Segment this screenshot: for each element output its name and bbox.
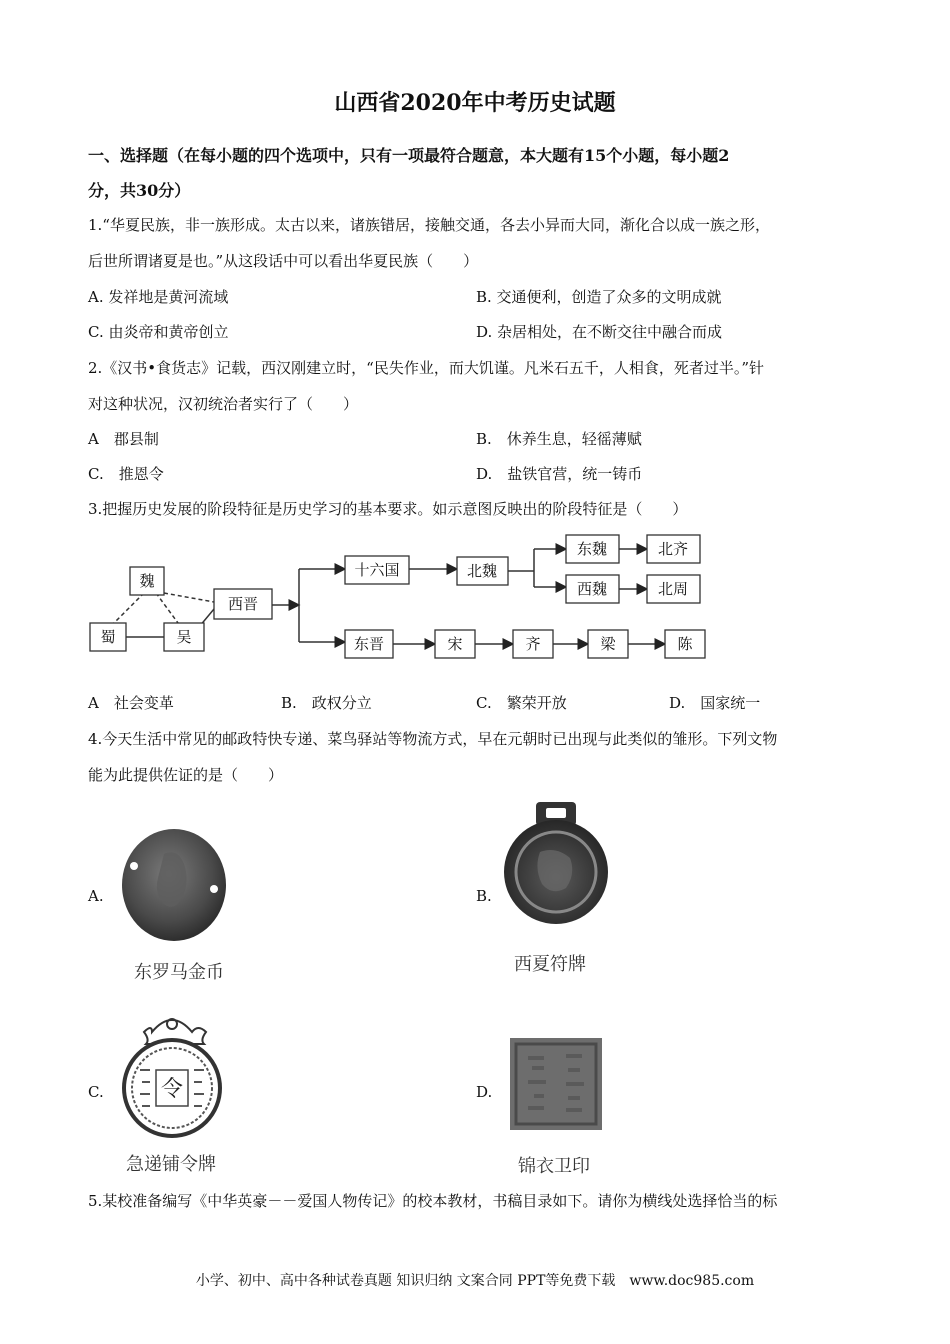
q1-option-c: C. 由炎帝和黄帝创立 [88, 323, 229, 341]
western-xia-tally-image [500, 800, 612, 926]
label-beiqi: 北齐 [657, 540, 689, 558]
page-title: 山西省2020年中考历史试题 [334, 90, 616, 116]
label-wei: 魏 [139, 572, 155, 590]
q2-option-c: C. 推恩令 [88, 465, 164, 483]
q1-option-d: D. 杂居相处，在不断交往中融合而成 [476, 323, 723, 341]
q4-option-b: B. [476, 887, 492, 905]
q1-option-a: A. 发祥地是黄河流域 [88, 288, 229, 306]
label-wu: 吴 [176, 628, 192, 646]
label-xijin: 西晋 [227, 595, 259, 613]
q1-stem-line2: 后世所谓诸夏是也。”从这段话中可以看出华夏民族（ ） [88, 252, 479, 270]
q1-stem-line1: 1.“华夏民族，非一族形成。太古以来，诸族错居，接触交通，各去小异而大同，渐化合以成一族之形， [88, 216, 770, 234]
caption-courier-post-token: 急递铺令牌 [126, 1154, 216, 1175]
q2-stem-line1: 2.《汉书•食货志》记载，西汉刚建立时，“民失作业，而大饥谨。凡米石五千，人相食，死者过半。”针 [88, 359, 765, 377]
section-heading-line1: 一、选择题（在每小题的四个选项中，只有一项最符合题意，本大题有15个小题，每小题2 [88, 146, 730, 165]
q3-option-a: A 社会变革 [88, 694, 174, 712]
caption-byzantine-gold-coin: 东罗马金币 [134, 962, 224, 983]
byzantine-gold-coin-image [118, 826, 230, 944]
q2-option-d: D. 盐铁官营，统一铸币 [476, 465, 643, 483]
imperial-guard-seal-image [510, 1038, 602, 1130]
label-chen: 陈 [677, 635, 693, 653]
caption-imperial-guard-seal: 锦衣卫印 [518, 1156, 590, 1177]
q1-option-b: B. 交通便利，创造了众多的文明成就 [476, 288, 722, 306]
label-beiwei: 北魏 [466, 562, 498, 580]
caption-western-xia-tally: 西夏符牌 [514, 954, 586, 975]
q3-option-c: C. 繁荣开放 [476, 694, 567, 712]
q2-option-b: B. 休养生息，轻徭薄赋 [476, 430, 642, 448]
label-dongjin: 东晋 [353, 635, 385, 653]
page-footer: 小学、初中、高中各种试卷真题 知识归纳 文案合同 PPT等免费下载 www.doc985.com [195, 1273, 755, 1289]
label-shu: 蜀 [100, 628, 116, 646]
q3-option-b: B. 政权分立 [281, 694, 372, 712]
q4-option-a: A. [88, 887, 104, 905]
label-shiliuguo: 十六国 [354, 561, 400, 579]
q4-option-c: C. [88, 1083, 104, 1101]
courier-post-token-image [110, 1010, 234, 1140]
label-liang: 梁 [600, 635, 616, 653]
label-dongwei: 东魏 [576, 540, 608, 558]
q4-stem-line1: 4.今天生活中常见的邮政特快专递、菜鸟驿站等物流方式，早在元朝时已出现与此类似的雏形。下列文物 [88, 730, 778, 748]
dynasty-diagram [86, 540, 716, 671]
q5-stem-line1: 5.某校准备编写《中华英豪－－爱国人物传记》的校本教材，书稿目录如下。请你为横线处选择恰当的标 [88, 1192, 778, 1210]
label-song: 宋 [447, 635, 463, 653]
label-qi: 齐 [525, 635, 541, 653]
q4-option-d: D. [476, 1083, 493, 1101]
token-character: 令 [160, 1077, 184, 1102]
label-xiwei: 西魏 [576, 580, 608, 598]
q3-stem: 3.把握历史发展的阶段特征是历史学习的基本要求。如示意图反映出的阶段特征是（ ） [88, 500, 688, 518]
label-beizhou: 北周 [657, 580, 689, 598]
q2-stem-line2: 对这种状况，汉初统治者实行了（ ） [88, 395, 359, 413]
section-heading-line2: 分，共30分） [88, 181, 191, 200]
q4-stem-line2: 能为此提供佐证的是（ ） [88, 766, 284, 784]
q2-option-a: A 郡县制 [88, 430, 159, 448]
q3-option-d: D. 国家统一 [669, 694, 761, 712]
